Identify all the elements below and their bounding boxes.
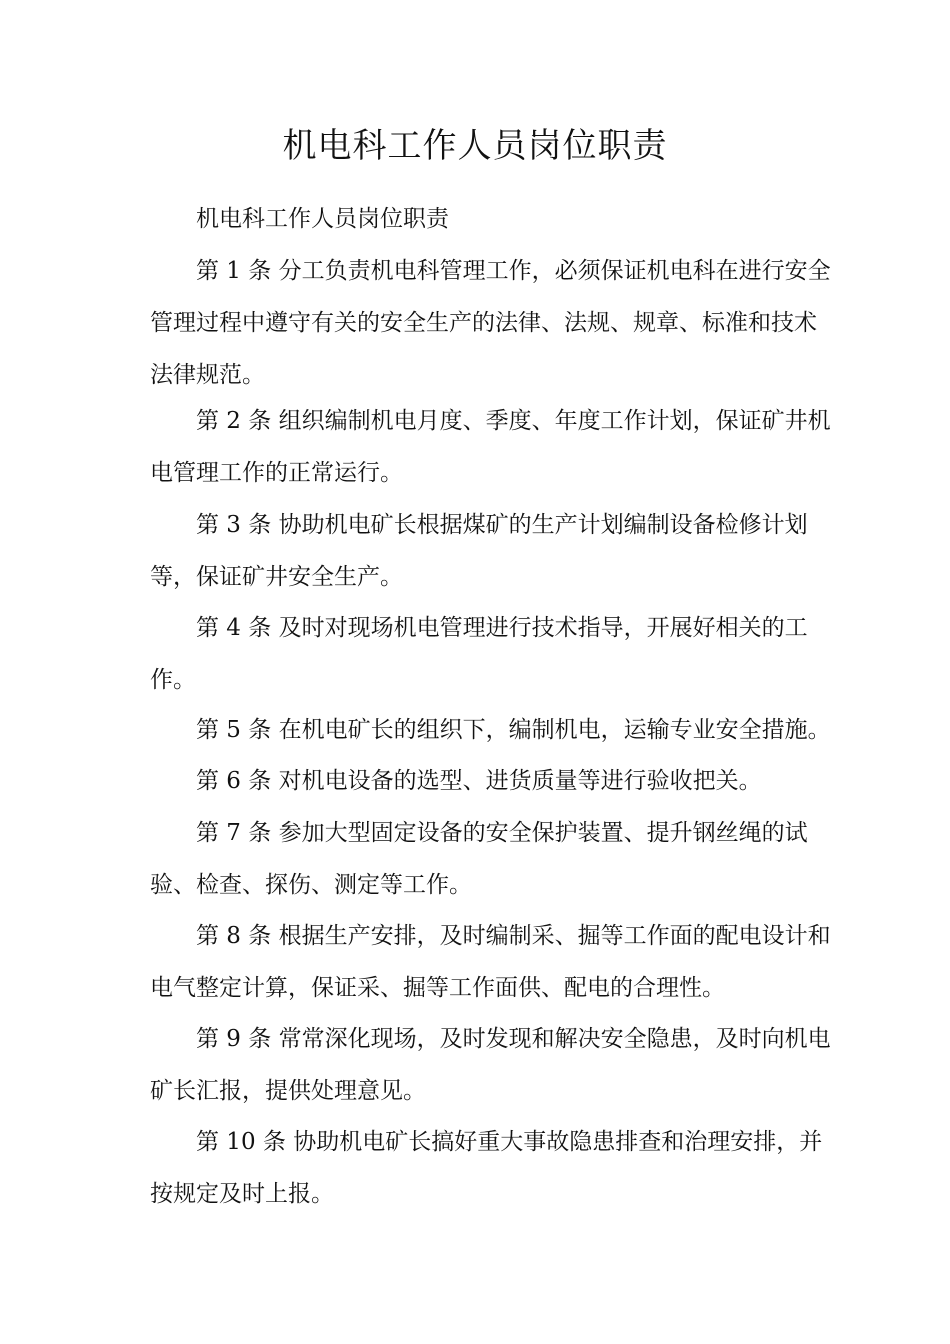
article-6	[150, 755, 810, 807]
document-title: 机电科工作人员岗位职责	[282, 126, 668, 166]
article-line: 第 9 条 常常深化现场，及时发现和解决安全隐患，及时向机电	[196, 1026, 831, 1052]
article-8	[150, 910, 831, 1014]
article-line: 第 8 条 根据生产安排，及时编制采、掘等工作面的配电设计和	[196, 923, 831, 949]
article-line: 第 1 条 分工负责机电科管理工作，必须保证机电科在进行安全	[196, 258, 831, 284]
article-line: 管理过程中遵守有关的安全生产的法律、法规、规章、标准和技术	[150, 310, 817, 336]
article-4	[150, 602, 810, 706]
subtitle-line: 机电科工作人员岗位职责	[196, 206, 449, 232]
article-line: 作。	[150, 667, 196, 693]
article-line: 第 4 条 及时对现场机电管理进行技术指导，开展好相关的工	[196, 615, 808, 641]
article-line: 电气整定计算，保证采、掘等工作面供、配电的合理性。	[150, 975, 725, 1001]
article-line: 按规定及时上报。	[150, 1181, 334, 1207]
article-line: 第 3 条 协助机电矿长根据煤矿的生产计划编制设备检修计划	[196, 512, 808, 538]
article-line: 第 2 条 组织编制机电月度、季度、年度工作计划，保证矿井机	[196, 408, 831, 434]
article-1	[150, 245, 831, 401]
article-9	[150, 1013, 831, 1117]
article-3	[150, 499, 810, 603]
article-line: 第 6 条 对机电设备的选型、进货质量等进行验收把关。	[196, 768, 762, 794]
article-line: 第 7 条 参加大型固定设备的安全保护装置、提升钢丝绳的试	[196, 820, 808, 846]
article-line: 验、检查、探伤、测定等工作。	[150, 872, 472, 898]
article-line: 第 10 条 协助机电矿长搞好重大事故隐患排查和治理安排，并	[196, 1129, 823, 1155]
article-line: 等，保证矿井安全生产。	[150, 564, 403, 590]
article-line: 电管理工作的正常运行。	[150, 460, 403, 486]
article-10	[150, 1116, 823, 1220]
document-subtitle	[150, 193, 810, 245]
article-5	[150, 704, 831, 756]
article-2	[150, 395, 831, 499]
article-7	[150, 807, 810, 911]
article-line: 法律规范。	[150, 362, 265, 388]
article-line: 第 5 条 在机电矿长的组织下，编制机电，运输专业安全措施。	[196, 717, 831, 743]
article-line: 矿长汇报，提供处理意见。	[150, 1078, 426, 1104]
